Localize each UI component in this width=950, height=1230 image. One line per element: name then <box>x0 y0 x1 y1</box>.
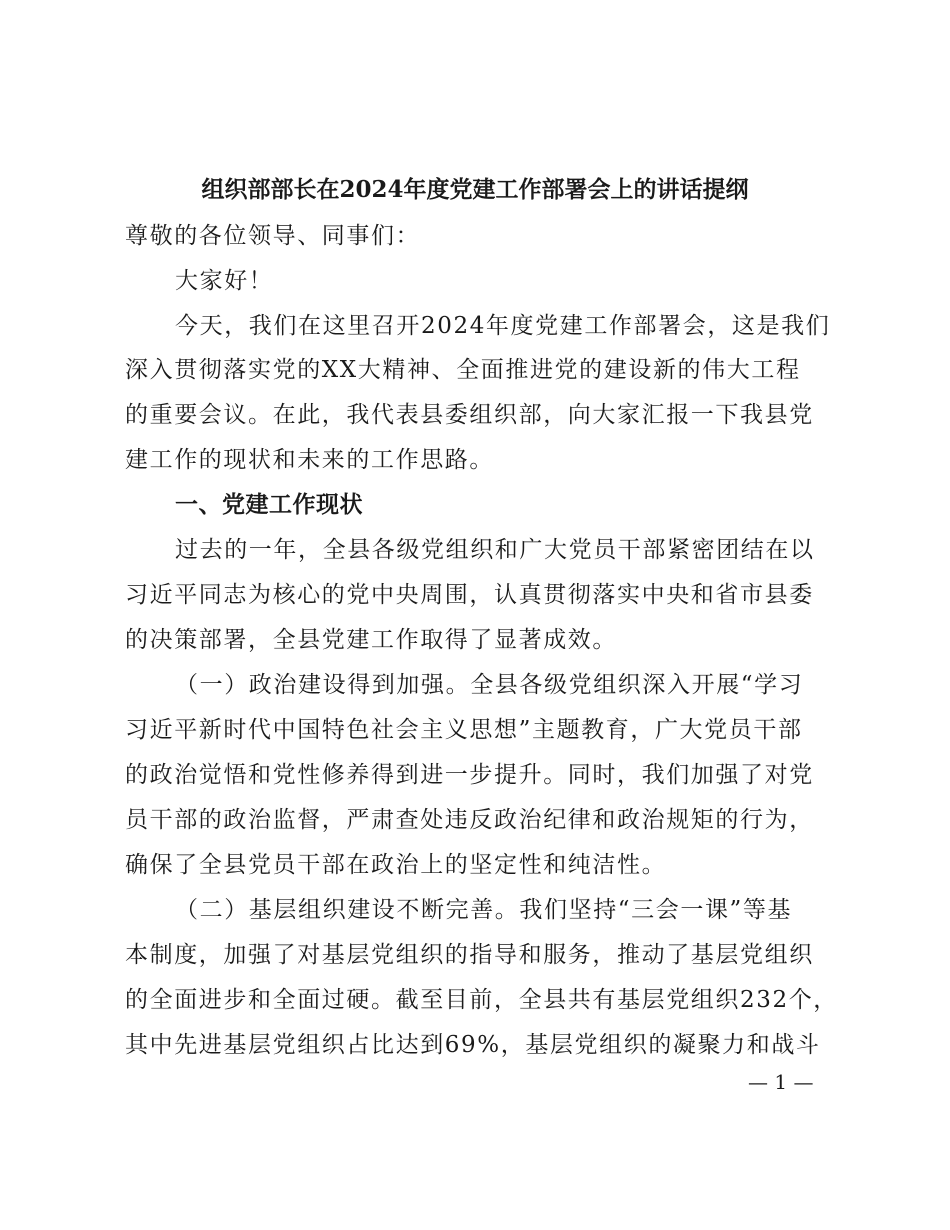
political-line-1: （一）政治建设得到加强。全县各级党组织深入开展“学习 <box>175 672 804 698</box>
status-line-2: 习近平同志为核心的党中央周围，认真贯彻落实中央和省市县委 <box>125 582 814 608</box>
political-line-3: 的政治觉悟和党性修养得到进一步提升。同时，我们加强了对党 <box>125 762 814 788</box>
greeting: 大家好！ <box>175 268 274 294</box>
document-title: 组织部部长在2024年度党建工作部署会上的讲话提纲 <box>201 176 749 203</box>
section-heading-status: 一、党建工作现状 <box>175 492 363 518</box>
grassroots-line-4: 其中先进基层党组织占比达到69%，基层党组织的凝聚力和战斗 <box>125 1032 821 1058</box>
intro-line-1: 今天，我们在这里召开2024年度党建工作部署会，这是我们 <box>175 313 831 339</box>
grassroots-line-3: 的全面进步和全面过硬。截至目前，全县共有基层党组织232个， <box>125 987 838 1013</box>
status-line-3: 的决策部署，全县党建工作取得了显著成效。 <box>125 627 617 653</box>
page-number: — 1 — <box>748 1070 814 1094</box>
intro-line-2: 深入贯彻落实党的XX大精神、全面推进党的建设新的伟大工程 <box>125 357 801 383</box>
grassroots-line-1: （二）基层组织建设不断完善。我们坚持“三会一课”等基 <box>175 897 793 923</box>
grassroots-line-2: 本制度，加强了对基层党组织的指导和服务，推动了基层党组织 <box>125 942 814 968</box>
political-line-5: 确保了全县党员干部在政治上的坚定性和纯洁性。 <box>125 852 667 878</box>
political-line-2: 习近平新时代中国特色社会主义思想”主题教育，广大党员干部 <box>125 717 803 743</box>
political-line-4: 员干部的政治监督，严肃查处违反政治纪律和政治规矩的行为， <box>125 807 814 833</box>
intro-line-4: 建工作的现状和未来的工作思路。 <box>125 447 494 473</box>
salutation: 尊敬的各位领导、同事们： <box>125 223 421 249</box>
status-line-1: 过去的一年，全县各级党组织和广大党员干部紧密团结在以 <box>175 537 815 563</box>
intro-line-3: 的重要会议。在此，我代表县委组织部，向大家汇报一下我县党 <box>125 402 814 428</box>
